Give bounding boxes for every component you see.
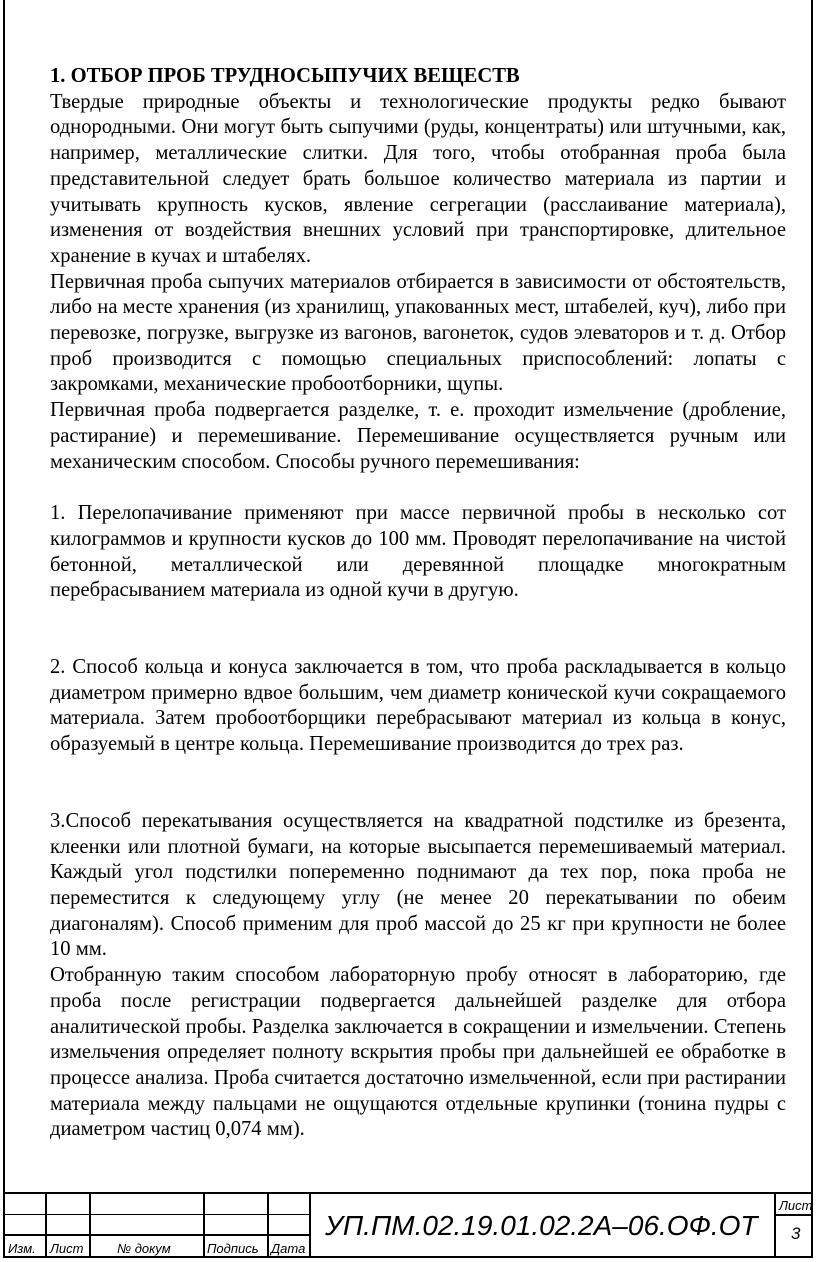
sheet-label: Лист [779, 1198, 813, 1213]
paragraph-6: 3.Способ перекатывания осуществляется на квадратной подстилке из брезента, клеенки или плотной бумаги, на которые высыпается перемешиваемый материал. Каждый угол подстилки попеременно поднимают да тех пор, пока проба не переместится к следующему углу (не менее 20 перекатывании по обеим диагоналям). Способ применим для проб массой до 25 кг при крупности не более 10 мм. [50, 809, 786, 961]
section-title: 1. ОТБОР ПРОБ ТРУДНОСЫПУЧИХ ВЕЩЕСТВ [50, 65, 520, 87]
document-body [50, 64, 786, 1143]
stamp-divider [45, 1194, 47, 1258]
stamp-col-podpis: Подпись [207, 1241, 259, 1256]
stamp-col-data: Дата [271, 1241, 306, 1256]
stamp-row-line [3, 1214, 309, 1215]
spacer [50, 758, 786, 809]
stamp-divider [309, 1194, 311, 1258]
paragraph-1: Твердые природные объекты и технологические продукты редко бывают однородными. Они могут быть сыпучими (руды, концентраты) или штучными, как, например, металлические слитки. Для того, чтобы отобранная проба была представительной следует брать большое количество материала из партии и учитывать крупность кусков, явление сегрегации (расслаивание материала), изменения от воздействия внешних условий при транспортировке, длительное хранение в кучах и штабелях. [50, 90, 786, 267]
stamp-row-line [774, 1214, 811, 1216]
paragraph-4: 1. Перелопачивание применяют при массе первичной пробы в несколько сот килограммов и крупности кусков до 100 мм. Проводят перелопачивание на чистой бетонной, металлической или деревянной площадке многократным перебрасыванием материала из одной кучи в другую. [50, 502, 786, 602]
stamp-divider [267, 1194, 269, 1258]
title-block [3, 1192, 813, 1258]
stamp-col-izm: Изм. [8, 1241, 36, 1256]
stamp-divider [89, 1194, 91, 1258]
sheet-number: 3 [791, 1224, 801, 1243]
paragraph-5: 2. Способ кольца и конуса заключается в том, что проба раскладывается в кольцо диаметром примерно вдвое большим, чем диаметр конической кучи сокращаемого материала. Затем пробоотборщики перебрасывают материал из кольца в конус, образуемый в центре кольца. Перемешивание производится до трех раз. [50, 656, 786, 756]
spacer [50, 604, 786, 655]
stamp-divider [774, 1194, 776, 1258]
spacer [50, 475, 786, 501]
stamp-col-dokum: № докум [117, 1241, 171, 1256]
paragraph-2: Первичная проба сыпучих материалов отбирается в зависимости от обстоятельств, либо на месте хранения (из хранилищ, упакованных мест, штабелей, куч), либо при перевозке, погрузке, выгрузке из вагонов, вагонеток, судов элеваторов и т. д. Отбор проб производится с помощью специальных приспособлений: лопаты с закромками, механические пробоотборники, щупы. [50, 270, 786, 396]
paragraph-7: Отобранную таким способом лабораторную пробу относят в лабораторию, где проба после регистрации подвергается дальнейшей разделке для отбора аналитической пробы. Разделка заключается в сокращении и измельчении. Степень измельчения определяет полноту вскрытия пробы при дальнейшей ее обработке в процессе анализа. Проба считается достаточно измельченной, если при растирании материала между пальцами не ощущаются отдельные крупинки (тонина пудры с диаметром частиц 0,074 мм). [50, 964, 786, 1141]
stamp-col-list: Лист [50, 1241, 84, 1256]
stamp-divider [203, 1194, 205, 1258]
document-code: УП.ПМ.02.19.01.02.2А–06.ОФ.ОТ [325, 1210, 758, 1241]
stamp-row-line [3, 1234, 309, 1236]
paragraph-3: Первичная проба подвергается разделке, т. е. проходит измельчение (дробление, растирание) и перемешивание. Перемешивание осуществляется ручным или механическим способом. Способы ручного перемешивания: [50, 399, 786, 473]
